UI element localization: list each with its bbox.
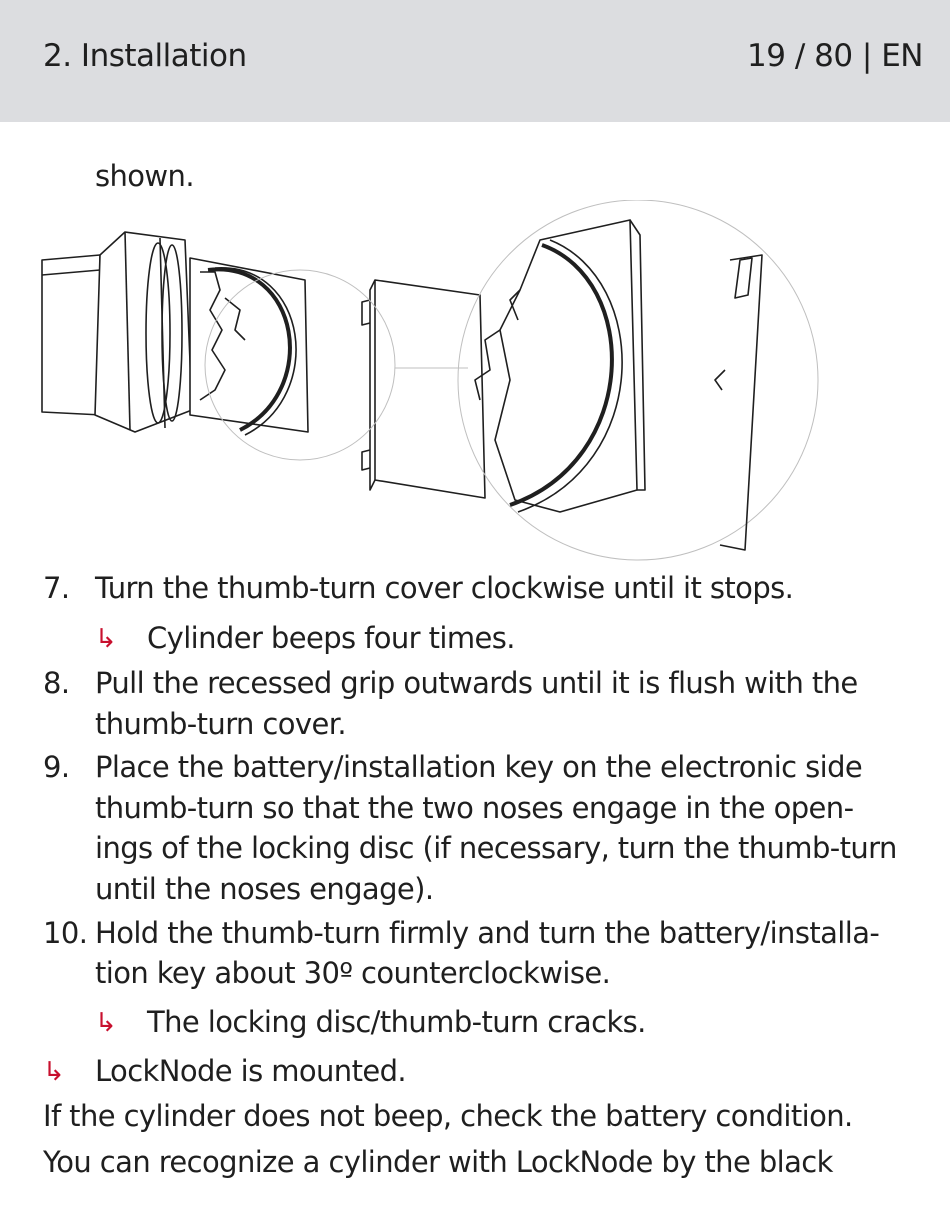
section-title: 2. Installation — [43, 38, 247, 74]
step-text: thumb-turn so that the two noses engage in the open- — [95, 791, 854, 825]
step-text: ings of the locking disc (if necessary, turn the thumb-turn — [95, 831, 897, 865]
final-result: LockNode is mounted. — [95, 1054, 407, 1088]
result-arrow-icon: ↳ — [95, 1008, 117, 1038]
step-text: Place the battery/installation key on the electronic side — [95, 750, 863, 784]
step-number: 7. — [43, 571, 70, 605]
step-text: Turn the thumb-turn cover clockwise until it stops. — [95, 571, 794, 605]
paragraph: You can recognize a cylinder with LockNode by the black — [43, 1145, 833, 1179]
step-result: Cylinder beeps four times. — [147, 621, 515, 655]
step-text: Hold the thumb-turn firmly and turn the battery/installa- — [95, 916, 880, 950]
step-number: 10. — [43, 916, 88, 950]
step-number: 9. — [43, 750, 70, 784]
page-number: 19 / 80 | EN — [747, 38, 923, 74]
step-text: Pull the recessed grip outwards until it is flush with the — [95, 666, 858, 700]
step-text: thumb-turn cover. — [95, 707, 346, 741]
result-arrow-icon: ↳ — [95, 624, 117, 654]
cylinder-illustration — [40, 200, 830, 570]
step-result: The locking disc/thumb-turn cracks. — [147, 1005, 646, 1039]
result-arrow-icon: ↳ — [43, 1057, 65, 1087]
page-header — [0, 0, 950, 122]
step-text: until the noses engage). — [95, 872, 434, 906]
intro-fragment: shown. — [95, 159, 194, 193]
paragraph: If the cylinder does not beep, check the battery condition. — [43, 1099, 853, 1133]
step-text: tion key about 30º counterclockwise. — [95, 956, 611, 990]
step-number: 8. — [43, 666, 70, 700]
